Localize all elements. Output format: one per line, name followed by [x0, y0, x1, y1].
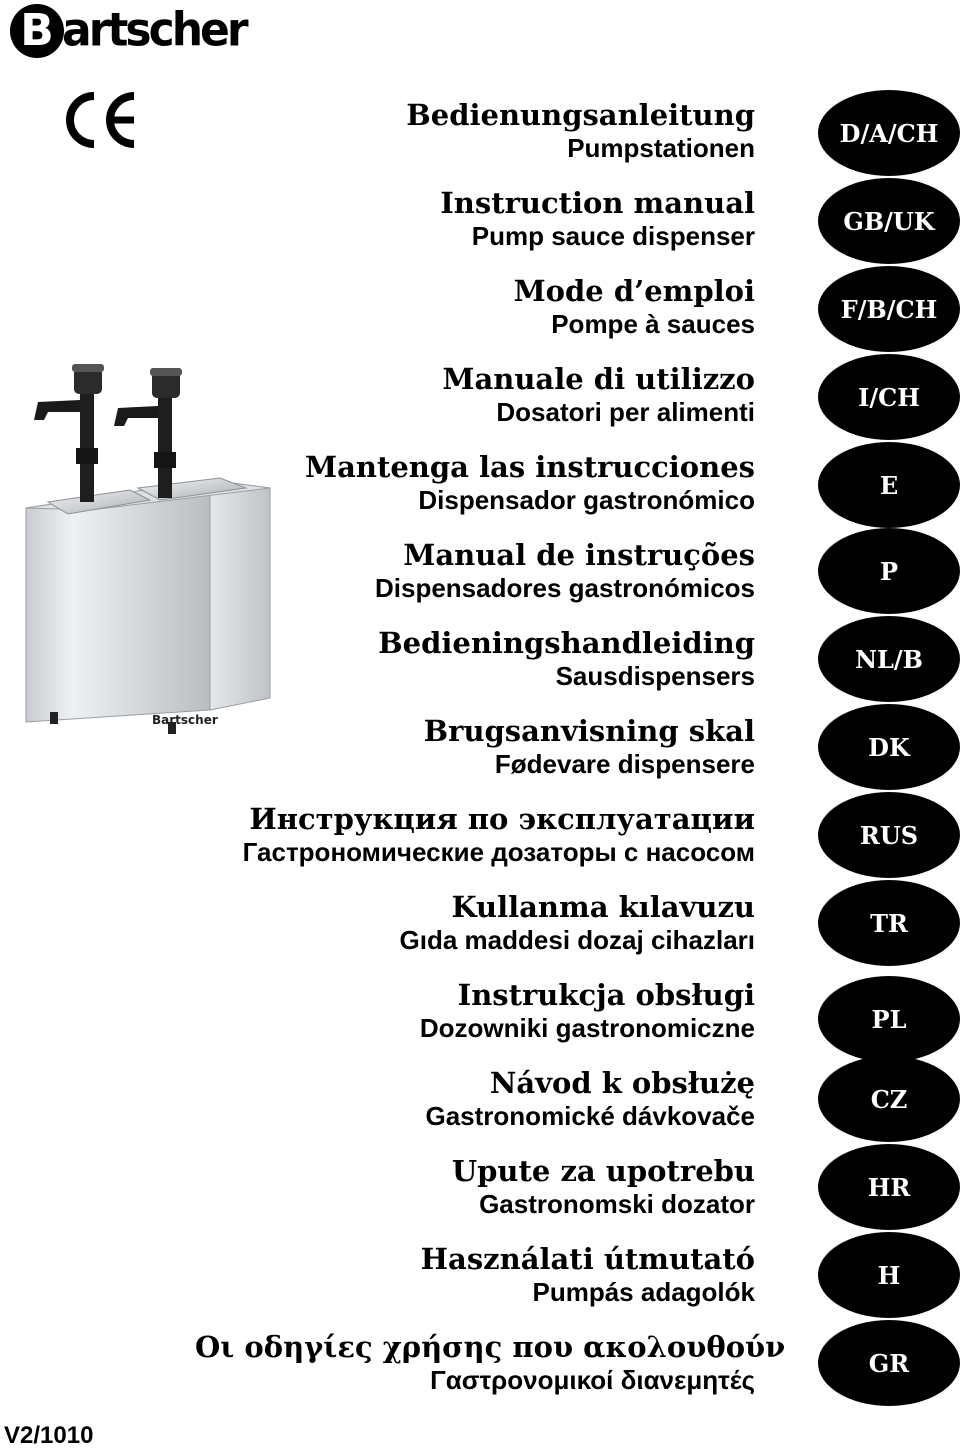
manual-title: Használati útmutató: [420, 1242, 755, 1276]
manual-subtitle: Sausdispensers: [555, 661, 755, 691]
manual-subtitle: Γαστρονομικοί διανεμητές: [430, 1365, 755, 1395]
manual-title: Manual de instruções: [403, 538, 755, 572]
country-badge-dk: DK: [818, 704, 960, 790]
manual-title: Οι οδηγίες χρήσης που ακολουθούν: [195, 1330, 786, 1364]
manual-subtitle: Gastronomické dávkovače: [425, 1101, 755, 1131]
document-version: V2/1010: [4, 1422, 94, 1449]
country-badge-h: H: [818, 1232, 960, 1318]
manual-entry-cz: [195, 1066, 755, 1154]
manual-title: Návod k obsłużę: [489, 1066, 755, 1100]
manual-entry-pt: [195, 538, 755, 626]
manual-subtitle: Pompe à sauces: [551, 309, 755, 339]
manual-title: Instruction manual: [440, 186, 755, 220]
country-badge-hr: HR: [818, 1144, 960, 1230]
manual-subtitle: Pump sauce dispenser: [471, 221, 755, 251]
brand-logo: [10, 4, 246, 58]
manual-title: Mode d’emploi: [513, 274, 755, 308]
manual-entry-ru: [195, 802, 755, 890]
manual-subtitle: Pumpás adagolók: [532, 1277, 755, 1307]
manual-title: Kullanma kılavuzu: [451, 890, 755, 924]
logo-initial: B: [10, 4, 64, 58]
manual-entry-de: [195, 98, 755, 186]
manual-subtitle: Dosatori per alimenti: [496, 397, 755, 427]
ce-mark-icon: [60, 90, 140, 155]
manual-entry-tr: [195, 890, 755, 978]
manual-entry-dk: [195, 714, 755, 802]
country-badge-i-ch: I/CH: [818, 354, 960, 440]
country-badge-d-a-ch: D/A/CH: [818, 90, 960, 176]
manual-title: Bedieningshandleiding: [378, 626, 755, 660]
manual-entry-fr: [195, 274, 755, 362]
manual-entry-es: [195, 450, 755, 538]
country-badge-p: P: [818, 528, 960, 614]
manual-subtitle: Dispensadores gastronómicos: [375, 573, 755, 603]
manual-title: Brugsanvisning skal: [423, 714, 755, 748]
manual-subtitle: Dozowniki gastronomiczne: [419, 1013, 755, 1043]
manual-title: Upute za upotrebu: [451, 1154, 755, 1188]
manual-title: Bedienungsanleitung: [406, 98, 755, 132]
manual-subtitle: Dispensador gastronómico: [418, 485, 755, 515]
country-badge-gb-uk: GB/UK: [818, 178, 960, 264]
manual-subtitle: Fødevare dispensere: [494, 749, 755, 779]
manual-subtitle: Gastronomski dozator: [479, 1189, 755, 1219]
manual-entry-hu: [195, 1242, 755, 1330]
manual-title: Mantenga las instrucciones: [304, 450, 755, 484]
manual-subtitle: Gıda maddesi dozaj cihazları: [399, 925, 755, 955]
manual-title: Instrukcja obsługi: [457, 978, 755, 1012]
country-badge-gr: GR: [818, 1320, 960, 1406]
manual-entry-gb: [195, 186, 755, 274]
country-badge-nl-b: NL/B: [818, 616, 960, 702]
product-label: Bartscher: [152, 713, 218, 727]
country-badge-tr: TR: [818, 880, 960, 966]
manual-titles-list: [195, 98, 786, 1418]
logo-text: artscher: [62, 3, 246, 58]
country-badge-cz: CZ: [818, 1056, 960, 1142]
country-badge-e: E: [818, 442, 960, 528]
country-badge-pl: PL: [818, 976, 960, 1062]
manual-entry-gr: [195, 1330, 786, 1418]
manual-entry-pl: [195, 978, 755, 1066]
manual-entry-it: [195, 362, 755, 450]
country-badge-f-b-ch: F/B/CH: [818, 266, 960, 352]
manual-subtitle: Pumpstationen: [567, 133, 755, 163]
manual-title: Manuale di utilizzo: [442, 362, 755, 396]
manual-title: Инструкция по эксплуатации: [249, 802, 755, 836]
manual-subtitle: Гастрономические дозаторы с насосом: [242, 837, 755, 867]
manual-entry-hr: [195, 1154, 755, 1242]
country-badge-rus: RUS: [818, 792, 960, 878]
manual-entry-nl: [195, 626, 755, 714]
